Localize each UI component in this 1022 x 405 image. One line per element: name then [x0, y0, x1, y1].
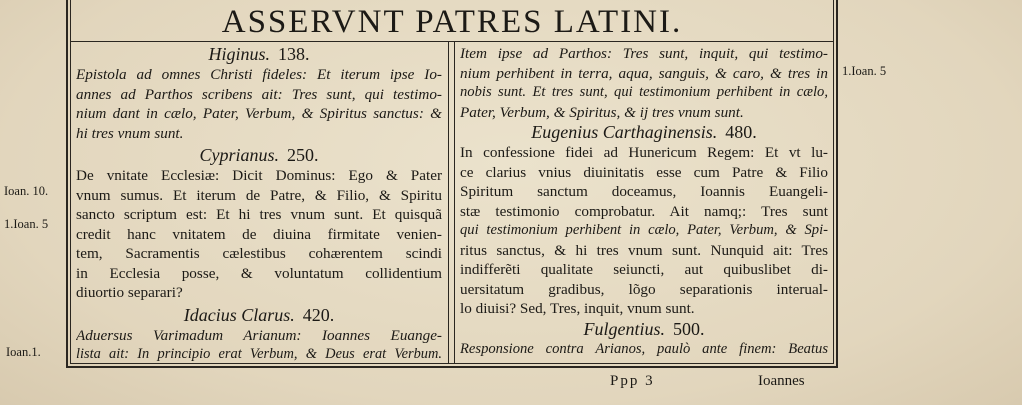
author-year: 250. — [287, 145, 319, 165]
text-line: credit hanc vnitatem de diuina firmitate venien- — [76, 225, 442, 243]
text-line: annes ad Parthos scribens ait: Tres sunt, qui testimo- — [76, 85, 442, 103]
text-line: ritus sanctus, & hi tres vnum sunt. Nunquid ait: Tres — [460, 241, 828, 259]
catchword: Ioannes — [758, 373, 805, 389]
text-line: Epistola ad omnes Christi fideles: Et iterum ipse Io- — [76, 66, 442, 83]
margin-note: Ioan. 10. — [4, 184, 49, 198]
text-line: vnum sumus. Et iterum de Patre, & Filio, & Spiritu — [76, 186, 442, 204]
left-column — [76, 44, 442, 365]
column-divider — [448, 42, 449, 364]
section-head-fulgentius — [460, 319, 828, 340]
signature-mark: Ppp 3 — [610, 373, 655, 389]
author-name: Cyprianus. — [199, 145, 279, 165]
text-line: nium perhibent in terra, aqua, sanguis, & caro, & tres in — [460, 64, 828, 82]
author-name: Eugenius Carthaginensis. — [531, 122, 718, 142]
right-column — [460, 44, 828, 359]
text-line: diuortio separari? — [76, 284, 183, 301]
column-divider-inner — [454, 42, 455, 364]
text-line: ce clarius vnius diuinitatis esse cum Patre & Filio — [460, 163, 828, 181]
text-line: Spiritum sanctum doceamus, Ioannis Euangeli- — [460, 183, 828, 200]
text-line: nium dant in cælo, Pater, Verbum, & Spiritus sanctus: & — [76, 105, 442, 122]
text-line: qui testimonium perhibent in cælo, Pater, Verbum, & Spi- — [460, 222, 828, 238]
text-line: Pater, Verbum, & Spiritus, & ij tres vnum sunt. — [460, 103, 744, 121]
margin-note: Ioan.1. — [6, 345, 41, 359]
text-line: Item ipse ad Parthos: Tres sunt, inquit, qui testimo- — [460, 45, 828, 62]
section-head-cyprianus — [76, 145, 442, 166]
author-year: 138. — [278, 44, 310, 64]
text-line: hi tres vnum sunt. — [76, 124, 184, 142]
margin-note: 1.Ioan. 5 — [4, 217, 49, 231]
text-line: tem, Sacramentis cælestibus cohærentem scindi — [76, 245, 442, 262]
author-year: 500. — [673, 318, 705, 339]
author-name: Idacius Clarus. — [183, 304, 295, 325]
text-line: uersitatum gradibus, lõgo separationis interual- — [460, 280, 828, 298]
text-line: lo diuisi? Sed, Tres, inquit, vnum sunt. — [460, 300, 695, 317]
margin-note: 1.Ioan. 5 — [842, 64, 887, 78]
text-line: stæ testimonio comprobatur. Ait namq;: Tres sunt — [460, 202, 828, 220]
section-head-idacius — [76, 305, 442, 326]
text-line: lista ait: In principio erat Verbum, & Deus erat Verbum. — [76, 346, 442, 362]
text-line: De vnitate Ecclesiæ: Dicit Dominus: Ego & Pater — [76, 167, 442, 184]
section-head-eugenius — [460, 122, 828, 143]
author-name: Higinus. — [208, 44, 270, 64]
section-head-higinus — [76, 44, 442, 65]
author-year: 420. — [302, 304, 335, 325]
text-line: In confessione fidei ad Hunericum Regem: Et vt lu- — [460, 144, 828, 161]
text-line: sancto scriptum est: Et hi tres vnum sunt. Et quisquã — [76, 206, 442, 223]
text-line: in Ecclesia posse, & voluntatum collidentium — [76, 264, 442, 282]
text-line: Responsione contra Arianos, paulò ante finem: Beatus — [460, 340, 828, 357]
page-title: ASSERVNT PATRES LATINI. — [221, 4, 683, 40]
title-divider — [70, 41, 834, 42]
author-year: 480. — [725, 122, 757, 142]
text-line: indifferẽti qualitate seiuncti, aut quibuslibet di- — [460, 261, 828, 278]
author-name: Fulgentius. — [583, 318, 665, 339]
text-line: nobis sunt. Et tres sunt, qui testimonium perhibent in cælo, — [460, 84, 828, 100]
text-line: Aduersus Varimadum Arianum: Ioannes Euange- — [76, 326, 442, 344]
